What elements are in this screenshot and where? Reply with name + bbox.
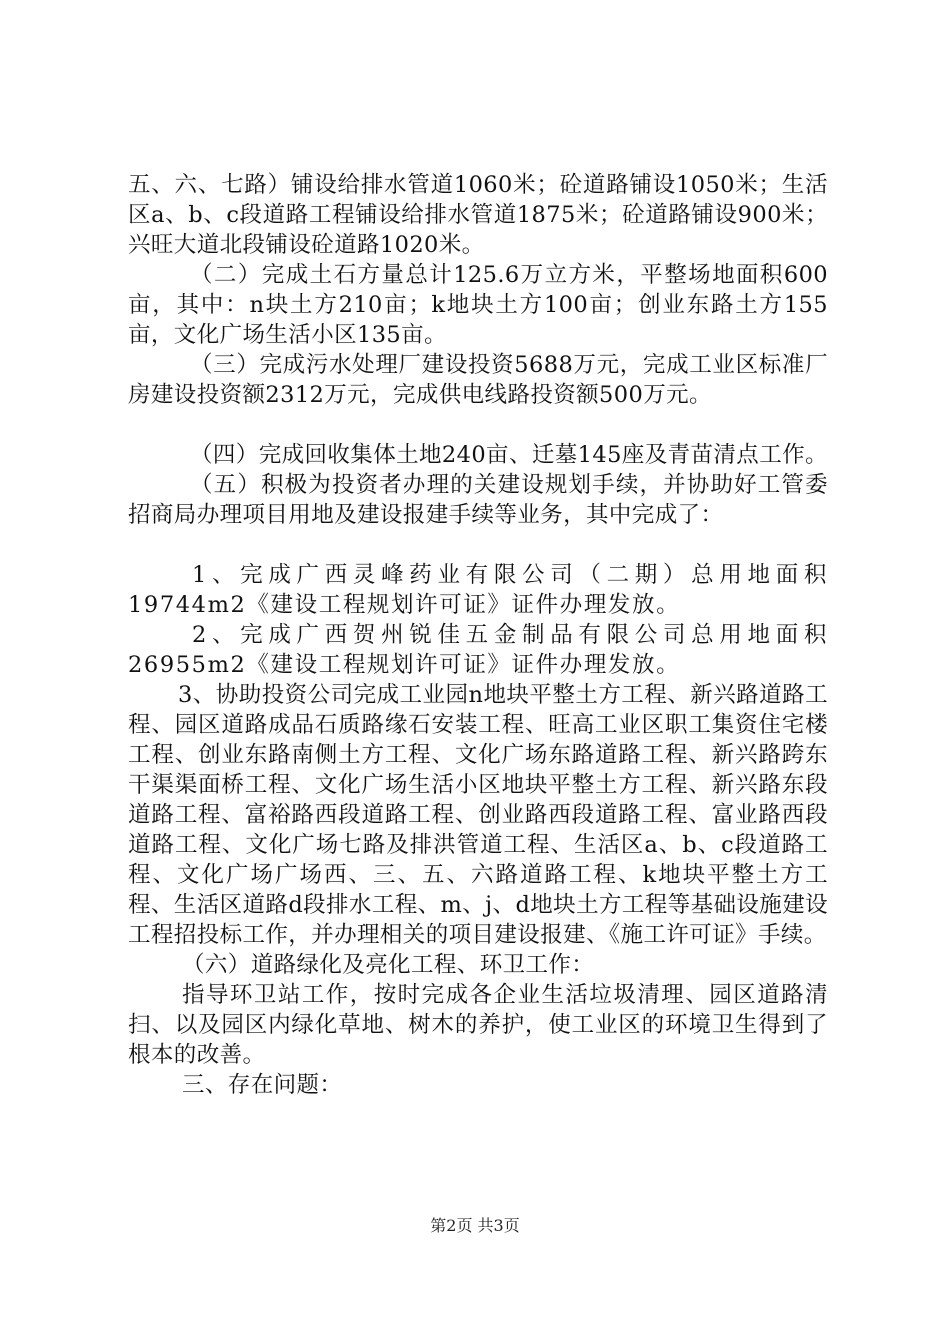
heading-problems: 三、存在问题： bbox=[182, 1072, 343, 1098]
paragraph-section-2: （二）完成土石方量总计125.6万立方米，平整场地面积600亩，其中：n块土方210亩；k地块土方100亩；创业东路土方155亩，文化广场生活小区135亩。 bbox=[128, 262, 828, 348]
document-body bbox=[128, 170, 828, 1100]
paragraph-continuation: 五、六、七路）铺设给排水管道1060米；砼道路铺设1050米；生活区a、b、c段道路工程铺设给排水管道1875米；砼道路铺设900米；兴旺大道北段铺设砼道路1020米。 bbox=[128, 172, 828, 258]
list-item-3: 3、协助投资公司完成工业园n地块平整土方工程、新兴路道路工程、园区道路成品石质路缘石安装工程、旺高工业区职工集资住宅楼工程、创业东路南侧土方工程、文化广场东路道路工程、新兴路跨东干渠渠面桥工程、文化广场生活小区地块平整土方工程、新兴路东段道路工程、富裕路西段道路工程、创业路西段道路工程、富业路西段道路工程、文化广场七路及排洪管道工程、生活区a、b、c段道路工程、文化广场广场西、三、五、六路道路工程、k地块平整土方工程、生活区道路d段排水工程、m、j、d地块土方工程等基础设施建设工程招投标工作，并办理相关的项目建设报建、《施工许可证》手续。 bbox=[128, 682, 828, 948]
list-item-2: 2、完成广西贺州锐佳五金制品有限公司总用地面积26955m2《建设工程规划许可证》证件办理发放。 bbox=[128, 622, 828, 678]
paragraph-section-3: （三）完成污水处理厂建设投资5688万元，完成工业区标准厂房建设投资额2312万元，完成供电线路投资额500万元。 bbox=[128, 352, 828, 408]
paragraph-section-5: （五）积极为投资者办理的关建设规划手续，并协助好工管委招商局办理项目用地及建设报建手续等业务，其中完成了： bbox=[128, 472, 828, 528]
list-item-1: 1、完成广西灵峰药业有限公司（二期）总用地面积19744m2《建设工程规划许可证》证件办理发放。 bbox=[128, 562, 828, 618]
paragraph-section-6: （六）道路绿化及亮化工程、环卫工作： bbox=[182, 952, 595, 978]
paragraph-section-4: （四）完成回收集体土地240亩、迁墓145座及青苗清点工作。 bbox=[190, 442, 828, 468]
page-number: 第2页 共3页 bbox=[430, 1216, 520, 1235]
paragraph-sanitation: 指导环卫站工作，按时完成各企业生活垃圾清理、园区道路清扫、以及园区内绿化草地、树木的养护，使工业区的环境卫生得到了根本的改善。 bbox=[128, 982, 828, 1068]
